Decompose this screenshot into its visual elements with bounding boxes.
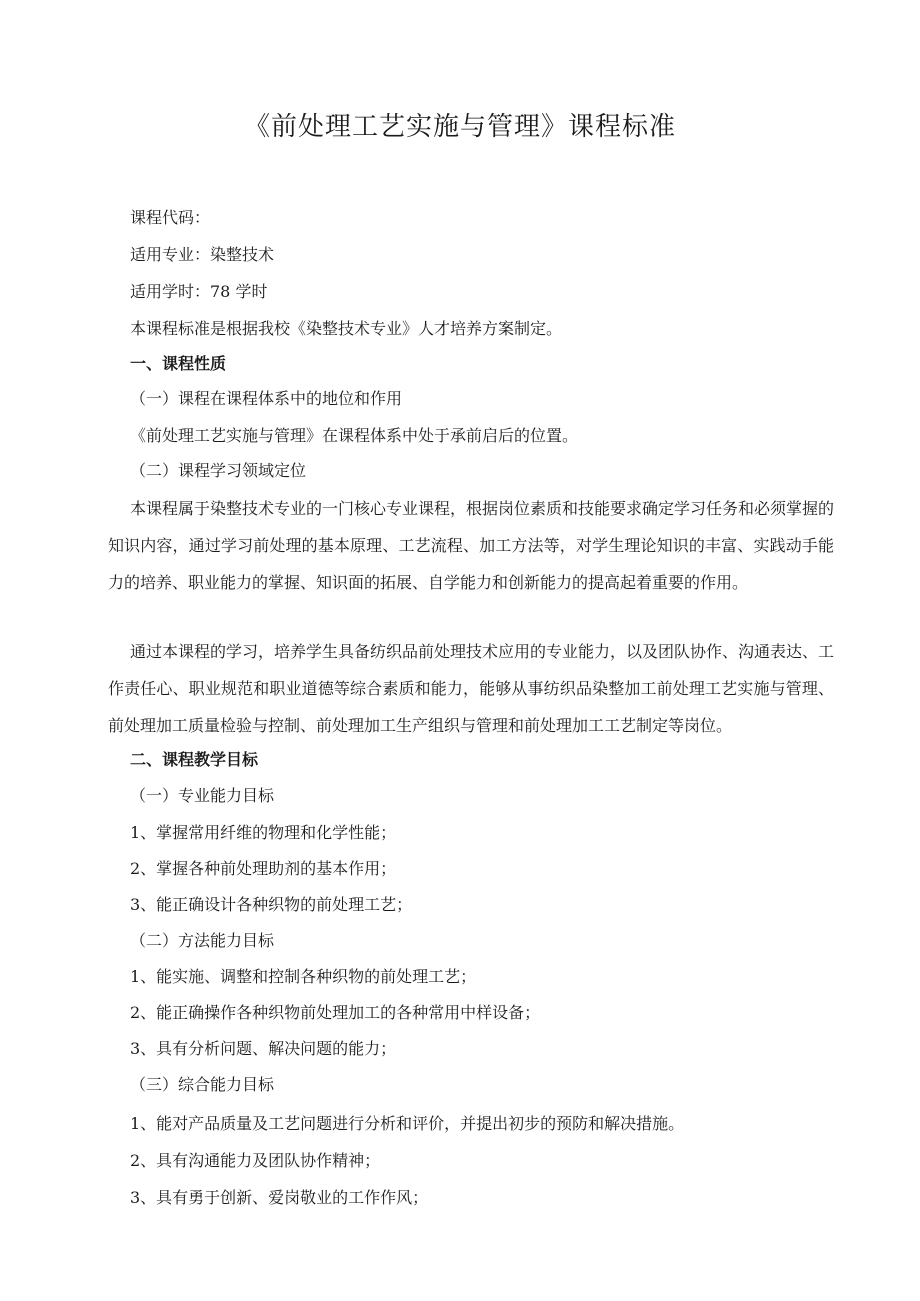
section-1-subheading-1: （一）课程在课程体系中的地位和作用	[130, 389, 403, 408]
comprehensive-ability-heading: （三）综合能力目标	[130, 1075, 275, 1094]
comprehensive-item-2: 2、具有沟通能力及团队协作精神；	[130, 1151, 381, 1170]
applicable-hours-field: 适用学时：78 学时	[130, 282, 268, 301]
comprehensive-item-1: 1、能对产品质量及工艺问题进行分析和评价，并提出初步的预防和解决措施。	[130, 1114, 685, 1133]
section-1-subheading-2: （二）课程学习领域定位	[130, 461, 307, 480]
applicable-major-field: 适用专业：染整技术	[130, 245, 275, 264]
section-1-sub1-text: 《前处理工艺实施与管理》在课程体系中处于承前启后的位置。	[130, 426, 579, 445]
method-item-2: 2、能正确操作各种织物前处理加工的各种常用中样设备；	[130, 1003, 541, 1022]
professional-item-3: 3、能正确设计各种织物的前处理工艺；	[130, 895, 413, 914]
course-code-field: 课程代码：	[130, 208, 211, 227]
section-1-heading: 一、课程性质	[130, 354, 227, 373]
method-ability-heading: （二）方法能力目标	[130, 931, 275, 950]
standard-basis-text: 本课程标准是根据我校《染整技术专业》人才培养方案制定。	[130, 319, 563, 338]
professional-item-2: 2、掌握各种前处理助剂的基本作用；	[130, 859, 397, 878]
document-title: 《前处理工艺实施与管理》课程标准	[243, 112, 676, 142]
comprehensive-item-3: 3、具有勇于创新、爱岗敬业的工作作风；	[130, 1188, 429, 1207]
professional-item-1: 1、掌握常用纤维的物理和化学性能；	[130, 823, 397, 842]
course-positioning-paragraph: 本课程属于染整技术专业的一门核心专业课程，根据岗位素质和技能要求确定学习任务和必须掌握的知识内容，通过学习前处理的基本原理、工艺流程、加工方法等，对学生理论知识的丰富、实践动手能力的培养、职业能力的掌握、知识面的拓展、自学能力和创新能力的提高起着重要的作用。	[108, 499, 835, 592]
method-item-3: 3、具有分析问题、解决问题的能力；	[130, 1039, 397, 1058]
method-item-1: 1、能实施、调整和控制各种织物的前处理工艺；	[130, 967, 477, 986]
course-outcome-paragraph: 通过本课程的学习，培养学生具备纺织品前处理技术应用的专业能力，以及团队协作、沟通表达、工作责任心、职业规范和职业道德等综合素质和能力，能够从事纺织品染整加工前处理工艺实施与管理、前处理加工质量检验与控制、前处理加工生产组织与管理和前处理加工工艺制定等岗位。	[108, 642, 835, 735]
professional-ability-heading: （一）专业能力目标	[130, 786, 275, 805]
section-2-heading: 二、课程教学目标	[130, 750, 259, 769]
